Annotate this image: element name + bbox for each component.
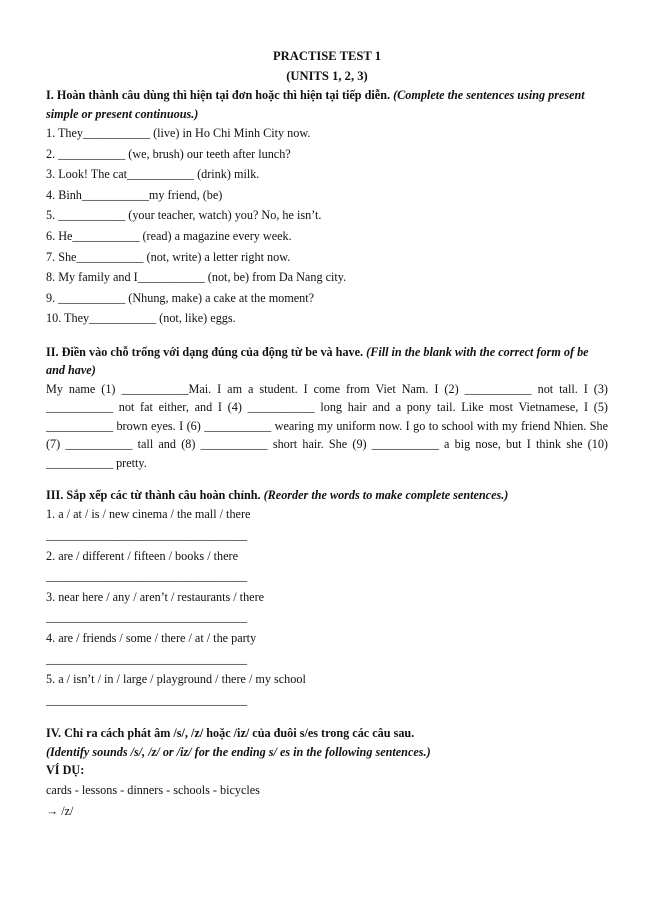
list-item: 9. ___________ (Nhung, make) a cake at the moment?	[46, 290, 315, 305]
section-3-list	[46, 504, 608, 710]
answer-line: _________________________________	[46, 692, 248, 707]
page-subtitle: (UNITS 1, 2, 3)	[286, 69, 368, 83]
list-item: 8. My family and I___________ (not, be) from Da Nang city.	[46, 270, 347, 285]
list-item: 3. near here / any / aren’t / restaurants / there	[46, 589, 265, 604]
section-4-heading-en: (Identify sounds /s/, /z/ or /iz/ for the ending s/ es in the following sentences.)	[46, 744, 431, 759]
example-words: cards - lessons - dinners - schools - bicycles	[46, 782, 260, 797]
list-item: 4. Binh___________my friend, (be)	[46, 187, 223, 202]
answer-line: _________________________________	[46, 651, 248, 666]
section-3-heading-vi: III. Sắp xếp các từ thành câu hoàn chỉnh.	[46, 487, 261, 502]
list-item: 5. ___________ (your teacher, watch) you? No, he isn’t.	[46, 208, 322, 223]
answer-line: _________________________________	[46, 610, 248, 625]
section-3-heading	[46, 486, 608, 505]
list-item: 10. They___________ (not, like) eggs.	[46, 311, 236, 326]
answer-line: _________________________________	[46, 528, 248, 543]
section-4-heading: IV. Chỉ ra cách phát âm /s/, /z/ hoặc /iz/ của đuôi s/es trong các câu sau.	[46, 726, 415, 741]
list-item: 3. Look! The cat___________ (drink) milk.	[46, 167, 260, 182]
list-item: 2. ___________ (we, brush) our teeth after lunch?	[46, 146, 291, 161]
list-item: 1. a / at / is / new cinema / the mall / there	[46, 507, 251, 522]
example-label: VÍ DỤ:	[46, 763, 85, 778]
section-2-paragraph: My name (1) ___________Mai. I am a student. I come from Viet Nam. I (2) ___________ not tall. I (3) ___________ not fat either, and I (4) ___________ long hair and a pony tail. Like most Vietnamese, I (5) ___________ brown eyes. I (6) ___________ wearing my uniform now. I go to school with my friend Nhien. She (7) ___________ tall and (8) ___________ short hair. She (9) ___________ a big nose, but I think she (10) ___________ pretty.	[46, 381, 608, 470]
section-1-list	[46, 123, 608, 329]
page-title: PRACTISE TEST 1	[272, 49, 382, 63]
list-item: 1. They___________ (live) in Ho Chi Minh City now.	[46, 126, 311, 140]
section-1-heading-en: (Complete the sentences using present simple or present continuous.)	[46, 88, 585, 121]
example-answer: → /z/	[46, 803, 74, 818]
section-1-heading-vi: I. Hoàn thành câu dùng thì hiện tại đơn hoặc thì hiện tại tiếp diễn.	[46, 88, 391, 102]
section-2-heading	[46, 343, 608, 380]
worksheet-page	[46, 46, 608, 821]
section-2-heading-en: (Fill in the blank with the correct form of be and have)	[46, 344, 589, 378]
section-3-heading-en: (Reorder the words to make complete sentences.)	[263, 487, 509, 502]
section-2-heading-vi: II. Điền vào chỗ trống với dạng đúng của động từ be và have.	[46, 344, 364, 359]
list-item: 7. She___________ (not, write) a letter right now.	[46, 249, 291, 264]
list-item: 4. are / friends / some / there / at / the party	[46, 631, 257, 646]
list-item: 6. He___________ (read) a magazine every week.	[46, 228, 292, 243]
list-item: 5. a / isn’t / in / large / playground / there / my school	[46, 672, 306, 687]
section-1-heading	[46, 86, 608, 123]
list-item: 2. are / different / fifteen / books / there	[46, 548, 238, 563]
answer-line: _________________________________	[46, 569, 248, 584]
